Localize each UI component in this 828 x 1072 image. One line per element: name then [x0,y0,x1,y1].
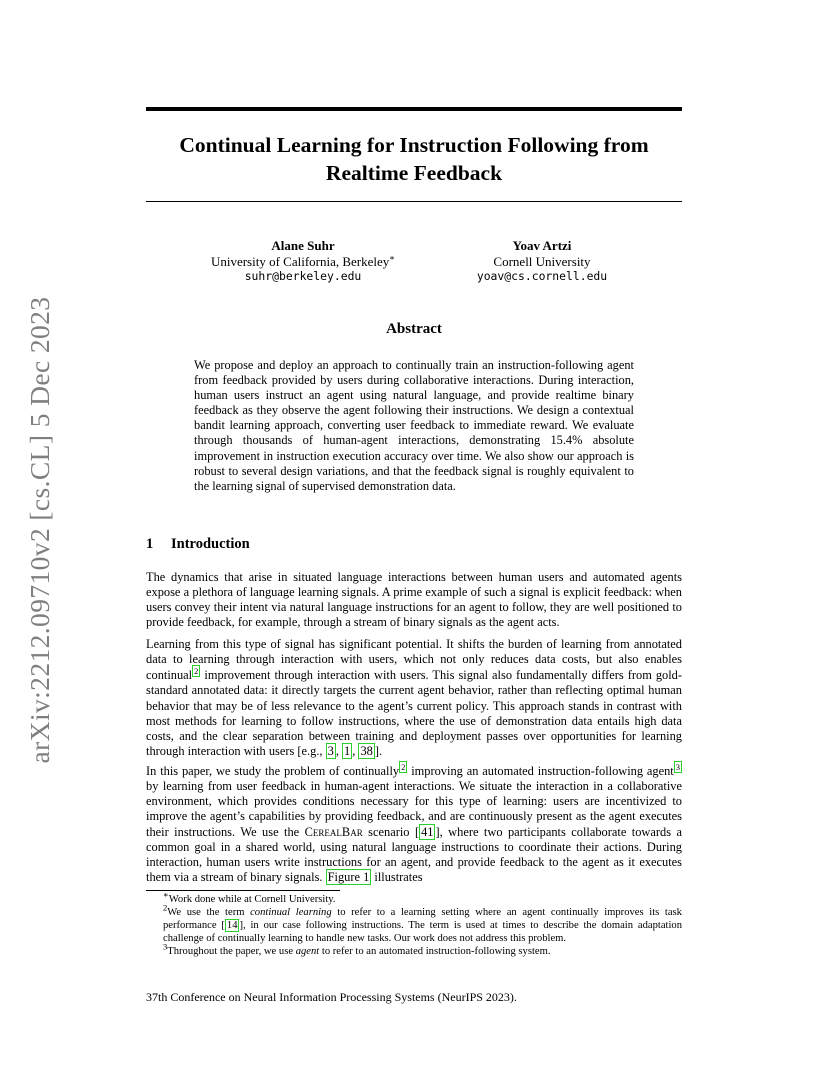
title-bottom-rule [146,201,682,202]
author-email[interactable]: yoav@cs.cornell.edu [476,269,608,283]
paper-title: Continual Learning for Instruction Following from Realtime Feedback [179,133,649,185]
abstract-heading: Abstract [386,321,442,337]
arxiv-identifier-stamp [22,296,58,764]
footnote-1: ∗Work done while at Cornell University. [163,889,336,905]
footnotes [146,889,682,958]
section-title: Introduction [171,536,250,552]
section-number: 1 [146,536,154,552]
author-email[interactable]: suhr@berkeley.edu [244,269,362,283]
author-block-1 [198,238,408,285]
footnote-link[interactable]: 3 [675,762,681,772]
footnote-link[interactable]: 2 [401,762,406,772]
title-top-rule [146,107,682,111]
footnote-3: $^3$Throughout the paper, we use agent to refer to an automated instruction-following system. [163,941,551,958]
footnote-link[interactable]: 2 [194,666,199,677]
intro-paragraph-2: Learning from this type of signal has significant potential. It shifts the burden of learning from annotated data to learning through interaction with users, which not only reduces data costs, but also enables continual $^2$ improvement through interaction with users. This signal also fundamentally differs from gold-standard annotated data: it directly targets the current agent behavior, rather than reflecting optimal human behavior that may be of less relevance to the agent’s current policy. This approach stands in contrast with most methods for learning to follow instructions, where the use of demonstration data entails high data costs, and the clear separation between training and deployment passes over opportunities for learning through interaction with users [e.g., 3 , 1 , 38 ]. [146,637,682,758]
arxiv-stamp-text: arXiv:2212.09710v2 [cs.CL] 5 Dec 2023 [24,296,55,764]
intro-paragraph-1: The dynamics that arise in situated language interactions between human users and automated agents expose a plethora of language learning signals. A prime example of such a signal is explicit feedback: when users convey their intent via natural language instructions for an agent to follow, they are well positioned to provide feedback, for example, through a stream of binary signals as the agent acts. [146,570,682,630]
author-affiliation: Cornell University [493,253,591,269]
citation-link[interactable]: 1 [344,743,351,758]
abstract-text: We propose and deploy an approach to continually train an instruction-following agent from feedback provided by users during collaborative interactions. During interaction, human users instruct an agent using natural language, and provide realtime binary feedback as they observe the agent following their instructions. We design a contextual bandit learning approach, converting user feedback to immediate reward. We evaluate through thousands of human-agent interactions, demonstrating 15.4% absolute improvement in instruction execution accuracy over time. We also show our approach is robust to several design variations, and that the feedback signal is roughly equivalent to the learning signal of supervised demonstration data. [194,358,634,493]
citation-link[interactable]: 14 [226,920,238,932]
cerealbar-name: CerealBar [304,824,363,839]
intro-paragraph-3: In this paper, we study the problem of continually $^2$ improving an automated instruction-following agent $^3$ by learning from user feedback in human-agent interactions. We situate the interaction in a collaborative environment, which provides conditions necessary for this type of learning: users are incentivized to improve the agent’s capabilities by providing feedback, and are continuously present as the agent executes their instructions. We use the CerealBar scenario [ 41 ], where two participants collaborate towards a common goal in a shared world, using natural language instructions to coordinate their actions. During interaction, human users write instructions for an agent, and provide feedback to the agent as it executes them via a stream of binary signals. Figure 1 illustrates [146,762,683,884]
section-heading [146,536,250,553]
figure-link[interactable]: Figure 1 [327,869,370,884]
citation-link[interactable]: 38 [360,743,373,758]
footnote-2: $^2$We use the term continual learning to refer to a learning setting where an agent continually improves its task performance [ 14 ], in our case following instructions. The term is used at times to describe the domain adaptation challenge of continually learning to handle new tasks. Our work does not address this problem. [163,902,682,945]
citation-link[interactable]: 3 [327,743,334,758]
author-name: Alane Suhr [271,238,335,253]
author-affiliation: University of California, Berkeley∗ [210,252,396,269]
author-name: Yoav Artzi [512,238,572,253]
citation-link[interactable]: 41 [421,824,434,839]
footnote-rule [146,890,340,891]
conference-venue: 37th Conference on Neural Information Processing Systems (NeurIPS 2023). [146,990,517,1004]
author-block-2 [452,238,632,285]
affiliation-footnote-mark: ∗ [389,252,396,263]
